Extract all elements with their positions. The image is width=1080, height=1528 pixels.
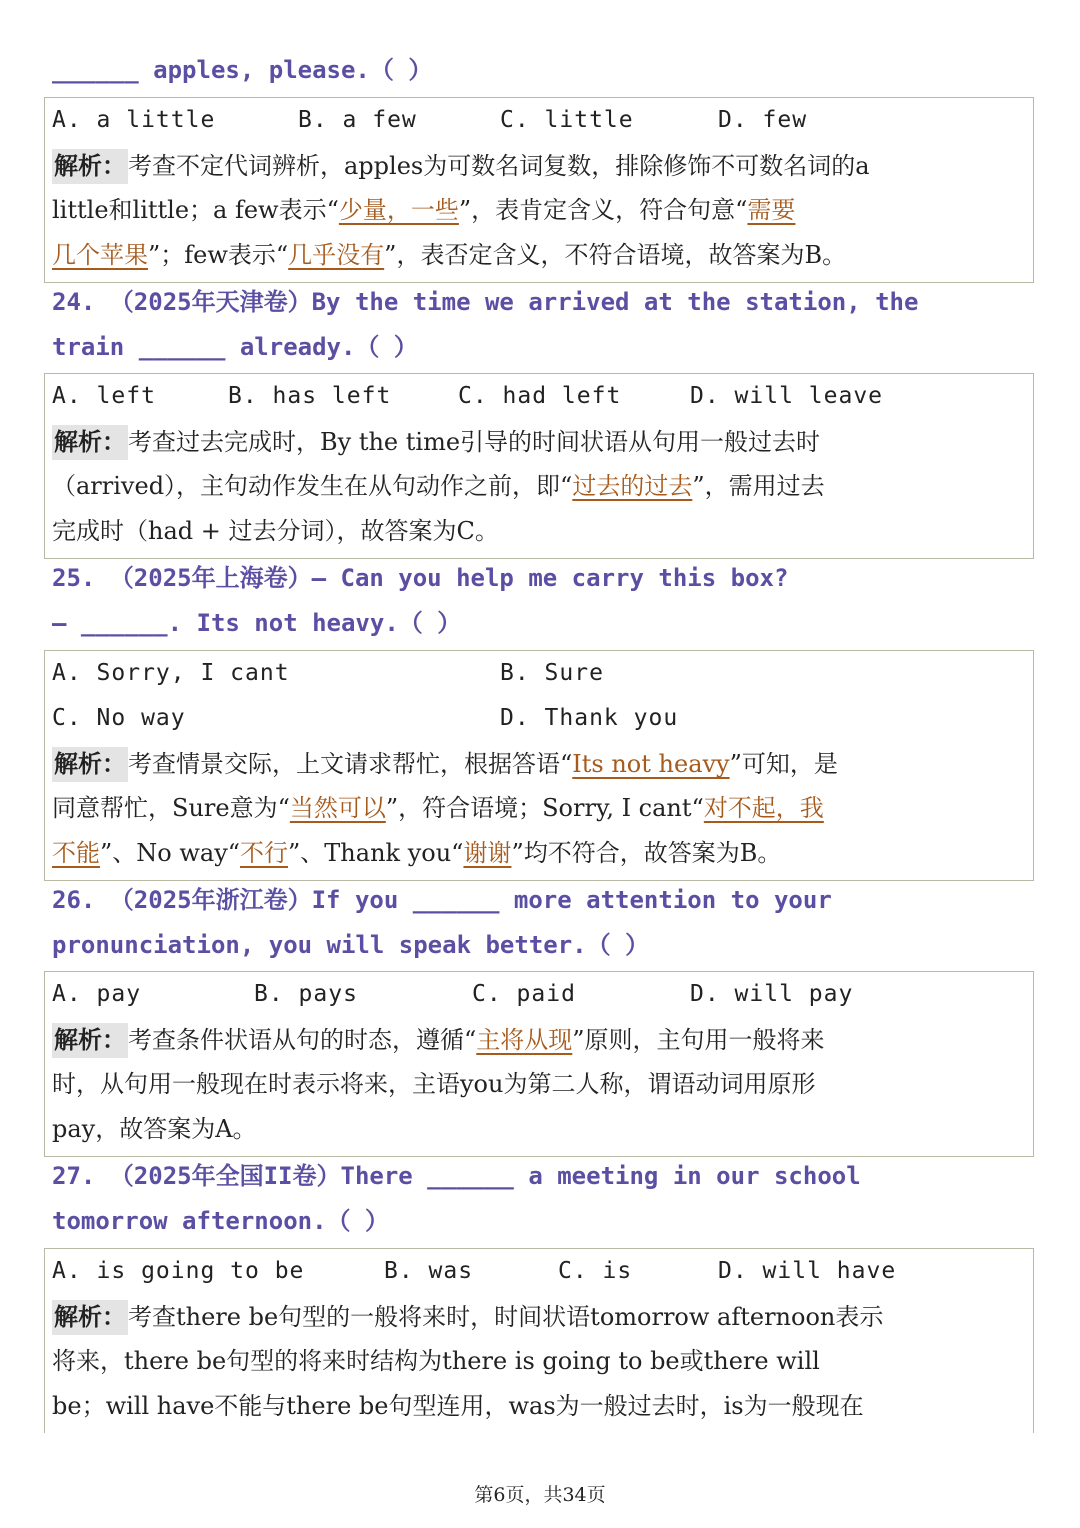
option-b: B. was xyxy=(384,1258,474,1284)
option-b: B. Sure xyxy=(500,660,604,686)
highlight: 过去的过去 xyxy=(572,472,693,500)
option-b: B. pays xyxy=(254,981,358,1007)
analysis-line: 解析：考查过去完成时，By the time引导的时间状语从句用一般过去时 xyxy=(52,419,1033,464)
question-25-line1: 25. （2025年上海卷）— Can you help me carry this box? xyxy=(52,564,789,592)
highlight: 几乎没有 xyxy=(288,241,385,269)
question-26-line1: 26. （2025年浙江卷）If you ______ more attention to your xyxy=(52,886,832,914)
analysis-tag: 解析： xyxy=(52,425,128,460)
analysis-line: 几个苹果”；few表示“几乎没有”，表否定含义，不符合语境，故答案为B。 xyxy=(52,241,847,269)
answer-box-26 xyxy=(44,971,1034,1157)
question-25-line2: — ______. Its not heavy.（ ） xyxy=(52,609,462,637)
highlight: 不能 xyxy=(52,839,100,867)
question-23-tail: ______ apples, please.（ ） xyxy=(52,56,433,84)
option-a: A. a little xyxy=(52,107,216,133)
option-d: D. Thank you xyxy=(500,705,679,731)
highlight: 对不起，我 xyxy=(703,794,824,822)
option-d: D. few xyxy=(718,107,808,133)
answer-box-24 xyxy=(44,373,1034,559)
analysis-line: 解析：考查there be句型的一般将来时，时间状语tomorrow afternoon表示 xyxy=(52,1294,1033,1339)
question-27-line2: tomorrow afternoon.（ ） xyxy=(52,1207,389,1235)
options-25-row1 xyxy=(52,651,1033,696)
highlight: 当然可以 xyxy=(289,794,386,822)
analysis-line: 解析：考查不定代词辨析，apples为可数名词复数，排除修饰不可数名词的a xyxy=(52,143,1033,188)
option-c: C. paid xyxy=(472,981,576,1007)
option-c: C. No way xyxy=(52,705,186,731)
analysis-line: be；will have不能与there be句型连用，was为一般过去时，is为一般现在 xyxy=(52,1392,864,1420)
option-a: A. Sorry, I cant xyxy=(52,660,290,686)
options-27 xyxy=(52,1249,1033,1294)
analysis-line: 时，从句用一般现在时表示将来，主语you为第二人称，谓语动词用原形 xyxy=(52,1070,816,1098)
option-b: B. has left xyxy=(228,383,392,409)
highlight: 少量，一些 xyxy=(338,196,459,224)
option-d: D. will have xyxy=(718,1258,897,1284)
analysis-tag: 解析： xyxy=(52,149,128,184)
option-a: A. left xyxy=(52,383,156,409)
option-a: A. is going to be xyxy=(52,1258,305,1284)
option-d: D. will pay xyxy=(690,981,854,1007)
analysis-tag: 解析： xyxy=(52,1023,128,1058)
answer-box-25 xyxy=(44,650,1034,881)
analysis-line: 完成时（had + 过去分词），故答案为C。 xyxy=(52,517,499,545)
analysis-tag: 解析： xyxy=(52,1300,128,1335)
analysis-line: 不能”、No way“不行”、Thank you“谢谢”均不符合，故答案为B。 xyxy=(52,839,782,867)
option-d: D. will leave xyxy=(690,383,884,409)
analysis-line: little和little；a few表示“少量，一些”，表肯定含义，符合句意“需要 xyxy=(52,196,796,224)
analysis-line: （arrived），主句动作发生在从句动作之前，即“过去的过去”，需用过去 xyxy=(52,472,825,500)
options-23 xyxy=(52,98,1033,143)
answer-box-27 xyxy=(44,1248,1034,1433)
question-24-line1: 24. （2025年天津卷）By the time we arrived at the station, the xyxy=(52,288,919,316)
option-c: C. had left xyxy=(458,383,622,409)
highlight: 主将从现 xyxy=(476,1026,573,1054)
option-c: C. is xyxy=(558,1258,633,1284)
highlight: 几个苹果 xyxy=(52,241,148,269)
option-b: B. a few xyxy=(298,107,417,133)
analysis-line: 解析：考查情景交际，上文请求帮忙，根据答语“Its not heavy”可知，是 xyxy=(52,741,1033,786)
analysis-line: 解析：考查条件状语从句的时态，遵循“主将从现”原则，主句用一般将来 xyxy=(52,1017,1033,1062)
analysis-tag: 解析： xyxy=(52,747,128,782)
question-27-line1: 27. （2025年全国II卷）There ______ a meeting in our school xyxy=(52,1162,861,1190)
highlight: Its not heavy xyxy=(572,750,730,778)
options-25-row2 xyxy=(52,696,1033,741)
question-26-line2: pronunciation, you will speak better.（ ） xyxy=(52,931,650,959)
question-24-line2: train ______ already.（ ） xyxy=(52,333,418,361)
highlight: 谢谢 xyxy=(463,839,512,867)
highlight: 不行 xyxy=(240,839,289,867)
options-26 xyxy=(52,972,1033,1017)
option-a: A. pay xyxy=(52,981,142,1007)
options-24 xyxy=(52,374,1033,419)
analysis-line: 将来，there be句型的将来时结构为there is going to be或there will xyxy=(52,1347,820,1375)
answer-box-23 xyxy=(44,97,1034,283)
analysis-line: pay，故答案为A。 xyxy=(52,1115,257,1143)
analysis-line: 同意帮忙，Sure意为“当然可以”，符合语境；Sorry, I cant“对不起，我 xyxy=(52,794,824,822)
option-c: C. little xyxy=(500,107,634,133)
page-footer: 第6页，共34页 xyxy=(474,1484,606,1506)
highlight: 需要 xyxy=(747,196,796,224)
